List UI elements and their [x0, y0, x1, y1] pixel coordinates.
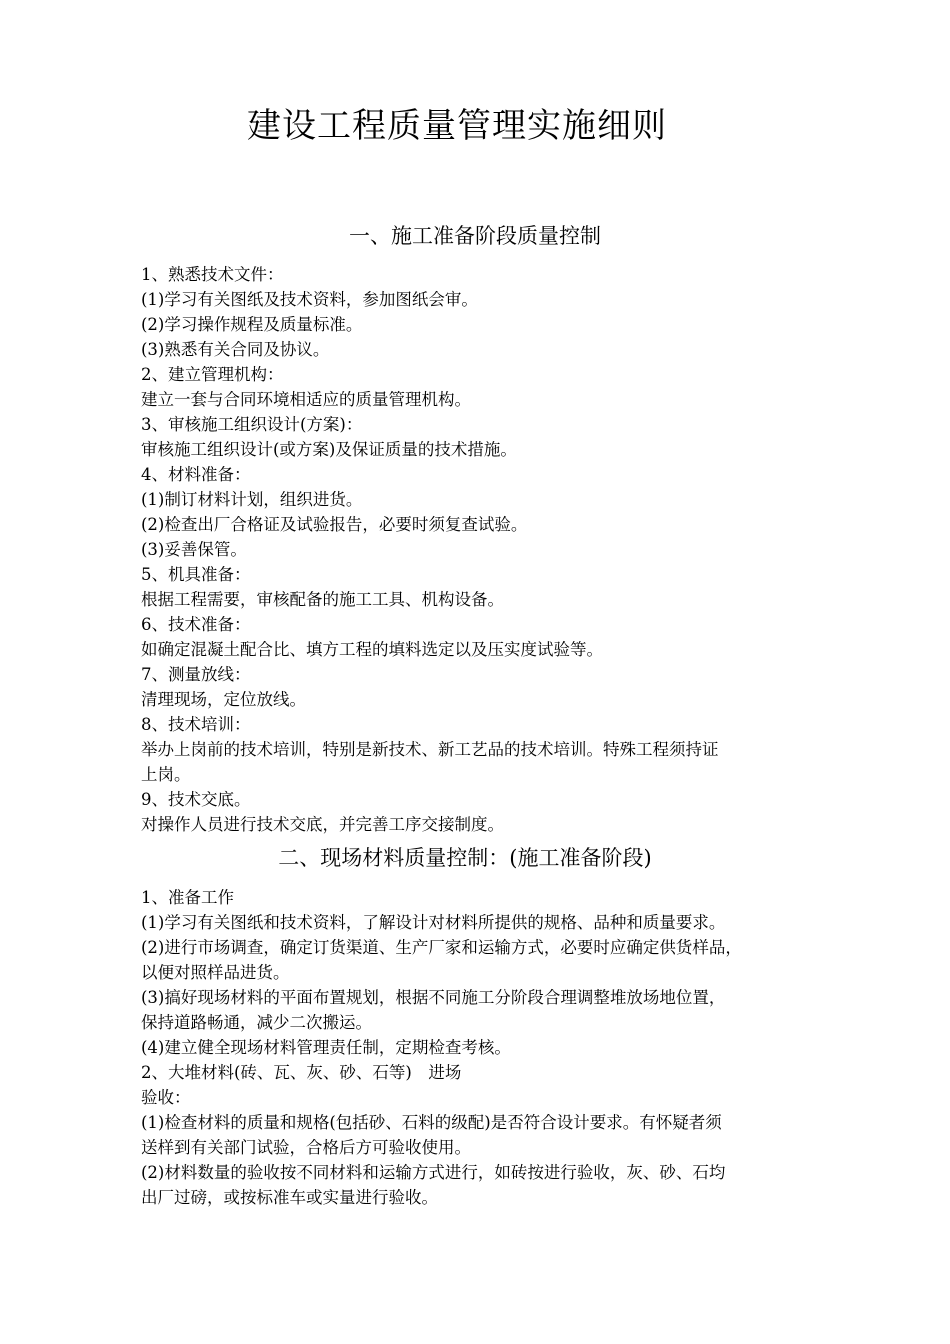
- body-line: 3、审核施工组织设计(方案)：: [141, 415, 363, 434]
- body-line: (3)搞好现场材料的平面布置规划，根据不同施工分阶段合理调整堆放场地位置，: [141, 988, 726, 1007]
- body-line: (4)建立健全现场材料管理责任制，定期检查考核。: [141, 1038, 511, 1057]
- body-line: (2)进行市场调查，确定订货渠道、生产厂家和运输方式，必要时应确定供货样品，: [141, 938, 742, 957]
- body-line: 2、大堆材料(砖、瓦、灰、砂、石等) 进场: [141, 1063, 462, 1082]
- body-line: 2、建立管理机构：: [141, 365, 284, 384]
- body-line: 1、准备工作: [141, 888, 234, 907]
- body-line: (1)检查材料的质量和规格(包括砂、石料的级配)是否符合设计要求。有怀疑者须: [141, 1113, 722, 1132]
- body-line: (2)检查出厂合格证及试验报告，必要时须复查试验。: [141, 515, 528, 534]
- body-line: 清理现场，定位放线。: [141, 690, 306, 709]
- body-line: 保持道路畅通，减少二次搬运。: [141, 1013, 372, 1032]
- body-line: (2)学习操作规程及质量标准。: [141, 315, 363, 334]
- body-line: 验收：: [141, 1088, 191, 1107]
- body-line: 4、材料准备：: [141, 465, 251, 484]
- section-1-body: [141, 262, 813, 837]
- body-line: 7、测量放线：: [141, 665, 251, 684]
- body-line: (3)妥善保管。: [141, 540, 247, 559]
- body-line: 如确定混凝土配合比、填方工程的填料选定以及压实度试验等。: [141, 640, 603, 659]
- body-line: (1)学习有关图纸和技术资料，了解设计对材料所提供的规格、品种和质量要求。: [141, 913, 726, 932]
- body-line: 1、熟悉技术文件：: [141, 265, 284, 284]
- document-title: 建设工程质量管理实施细则: [247, 106, 667, 146]
- body-line: 根据工程需要，审核配备的施工工具、机构设备。: [141, 590, 504, 609]
- body-line: 9、技术交底。: [141, 790, 251, 809]
- section-2-body: [141, 885, 813, 1210]
- body-line: 送样到有关部门试验，合格后方可验收使用。: [141, 1138, 471, 1157]
- body-line: (3)熟悉有关合同及协议。: [141, 340, 330, 359]
- body-line: 上岗。: [141, 765, 191, 784]
- body-line: (1)制订材料计划，组织进货。: [141, 490, 363, 509]
- body-line: 8、技术培训：: [141, 715, 251, 734]
- body-line: 出厂过磅，或按标准车或实量进行验收。: [141, 1188, 438, 1207]
- body-line: 以便对照样品进货。: [141, 963, 290, 982]
- body-line: 建立一套与合同环境相适应的质量管理机构。: [141, 390, 471, 409]
- section-heading-2: 二、现场材料质量控制：(施工准备阶段): [278, 846, 652, 870]
- body-line: 5、机具准备：: [141, 565, 251, 584]
- body-line: 对操作人员进行技术交底，并完善工序交接制度。: [141, 815, 504, 834]
- body-line: (2)材料数量的验收按不同材料和运输方式进行，如砖按进行验收，灰、砂、石均: [141, 1163, 726, 1182]
- body-line: (1)学习有关图纸及技术资料，参加图纸会审。: [141, 290, 478, 309]
- body-line: 审核施工组织设计(或方案)及保证质量的技术措施。: [141, 440, 517, 459]
- section-heading-1: 一、施工准备阶段质量控制: [349, 224, 601, 248]
- body-line: 6、技术准备：: [141, 615, 251, 634]
- body-line: 举办上岗前的技术培训，特别是新技术、新工艺品的技术培训。特殊工程须持证: [141, 740, 719, 759]
